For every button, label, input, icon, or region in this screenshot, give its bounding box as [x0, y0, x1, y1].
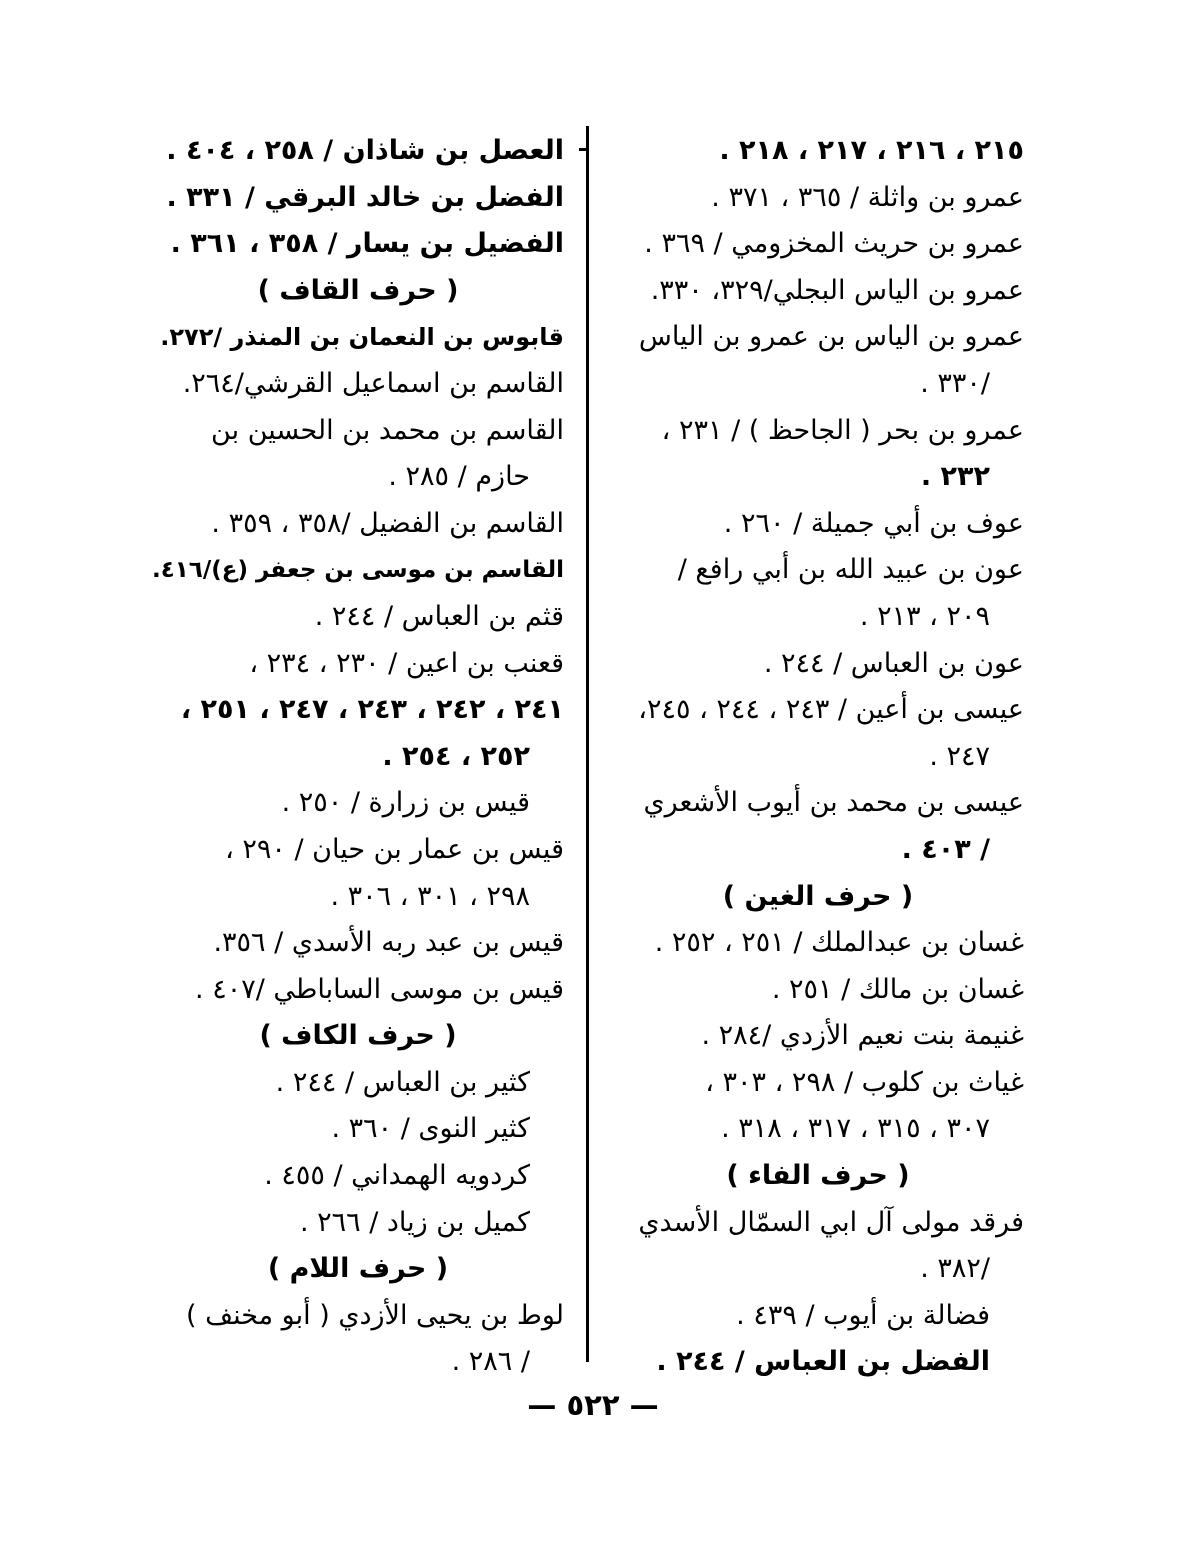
index-entry: عمرو بن الياس بن عمرو بن الياس: [638, 321, 1024, 353]
index-entry: الفضل بن خالد البرقي / ٣٣١ .: [166, 181, 564, 213]
index-entry: قعنب بن اعين / ٢٣٠ ، ٢٣٤ ،: [249, 647, 564, 679]
index-entry: القاسم بن موسى بن جعفر (ع)/٤١٦.: [152, 557, 564, 584]
column-divider: [586, 126, 589, 1362]
index-entry: كثير النوى / ٣٦٠ .: [331, 1113, 530, 1145]
index-entry: عيسى بن أعين / ٢٤٣ ، ٢٤٤ ، ٢٤٥،: [638, 694, 1024, 726]
index-entry: قابوس بن النعمان بن المنذر /٢٧٢.: [160, 323, 564, 352]
page-number: — ٥٢٢ —: [527, 1388, 659, 1422]
index-entry: عوف بن أبي جميلة / ٢٦٠ .: [723, 507, 1024, 539]
index-entry: عمرو بن واثلة / ٣٦٥ ، ٣٧١ .: [711, 181, 1024, 213]
index-entry: القاسم بن اسماعيل القرشي/٢٦٤.: [182, 367, 564, 399]
index-entry: القاسم بن الفضيل /٣٥٨ ، ٣٥٩ .: [211, 507, 564, 539]
index-entry-continuation: ٢٠٩ ، ٢١٣ .: [859, 600, 990, 632]
index-column-right: [612, 128, 1024, 1386]
index-entry: عمرو بن بحر ( الجاحظ ) / ٢٣١ ،: [661, 414, 1024, 446]
index-entry-continuation: ٢٤٧ .: [929, 740, 990, 772]
index-entry: قيس بن عبد ربه الأسدي / ٣٥٦.: [213, 927, 564, 959]
index-column-left: [152, 128, 564, 1386]
index-entry-continuation: /٣٨٢ .: [920, 1253, 990, 1285]
index-entry: عون بن عبيد الله بن أبي رافع /: [677, 554, 1024, 586]
index-entry: قيس بن موسى الساباطي /٤٠٧ .: [195, 973, 564, 1005]
index-entry: فضالة بن أيوب / ٤٣٩ .: [736, 1299, 990, 1331]
index-entry: غسان بن عبدالملك / ٢٥١ ، ٢٥٢ .: [654, 927, 1024, 959]
section-heading-ghain: ( حرف الغين ): [722, 880, 914, 912]
index-entry-continuation: / ٢٨٦ .: [451, 1346, 530, 1378]
index-entry: قيس بن عمار بن حيان / ٢٩٠ ،: [225, 833, 564, 865]
index-entry: عيسى بن محمد بن أيوب الأشعري: [643, 787, 1024, 819]
index-entry-continuation: ٣٠٧ ، ٣١٥ ، ٣١٧ ، ٣١٨ .: [721, 1113, 990, 1145]
index-entry-continuation: ٢٩٨ ، ٣٠١ ، ٣٠٦ .: [330, 880, 530, 912]
index-entry: غياث بن كلوب / ٢٩٨ ، ٣٠٣ ،: [705, 1066, 1024, 1098]
index-entry: عون بن العباس / ٢٤٤ .: [763, 647, 1024, 679]
index-entry: غنيمة بنت نعيم الأزدي /٢٨٤ .: [701, 1020, 1024, 1052]
section-heading-fa: ( حرف الفاء ): [726, 1160, 910, 1192]
index-entry: كميل بن زياد / ٢٦٦ .: [299, 1206, 530, 1238]
index-entry: الفضل بن العباس / ٢٤٤ .: [656, 1346, 990, 1378]
index-entry: عمرو بن حريث المخزومي / ٣٦٩ .: [644, 228, 1024, 260]
section-heading-qaf: ( حرف القاف ): [257, 274, 459, 306]
index-entry: عمرو بن الياس البجلي/٣٢٩، ٣٣٠.: [650, 274, 1024, 306]
index-entry-continuation: حازم / ٢٨٥ .: [388, 461, 530, 493]
index-entry: الفضيل بن يسار / ٣٥٨ ، ٣٦١ .: [170, 228, 564, 260]
column-divider-mark: [579, 148, 587, 151]
index-entry-continuation: / ٤٠٣ .: [901, 833, 990, 865]
section-heading-lam: ( حرف اللام ): [267, 1253, 449, 1285]
index-entry-continuation: /٣٣٠ .: [920, 367, 990, 399]
index-entry: العصل بن شاذان / ٢٥٨ ، ٤٠٤ .: [166, 135, 564, 166]
index-entry: قثم بن العباس / ٢٤٤ .: [314, 600, 564, 632]
index-entry: كثير بن العباس / ٢٤٤ .: [275, 1066, 530, 1098]
section-heading-kaf: ( حرف الكاف ): [259, 1020, 457, 1052]
index-entry: فرقد مولى آل ابي السمّال الأسدي: [638, 1206, 1024, 1238]
index-entry: القاسم بن محمد بن الحسين بن: [211, 414, 564, 446]
index-entry: ٢١٥ ، ٢١٦ ، ٢١٧ ، ٢١٨ .: [719, 135, 1024, 166]
index-entry: لوط بن يحيى الأزدي ( أبو مخنف ): [186, 1299, 564, 1331]
index-entry: قيس بن زرارة / ٢٥٠ .: [281, 787, 530, 819]
index-entry: كردويه الهمداني / ٤٥٥ .: [264, 1160, 530, 1192]
index-entry-continuation: ٢٣٢ .: [920, 461, 990, 493]
index-entry-continuation: ٢٤١ ، ٢٤٢ ، ٢٤٣ ، ٢٤٧ ، ٢٥١ ،: [180, 694, 564, 726]
index-entry-continuation: ٢٥٢ ، ٢٥٤ .: [382, 740, 530, 772]
index-entry: غسان بن مالك / ٢٥١ .: [771, 973, 1024, 1005]
